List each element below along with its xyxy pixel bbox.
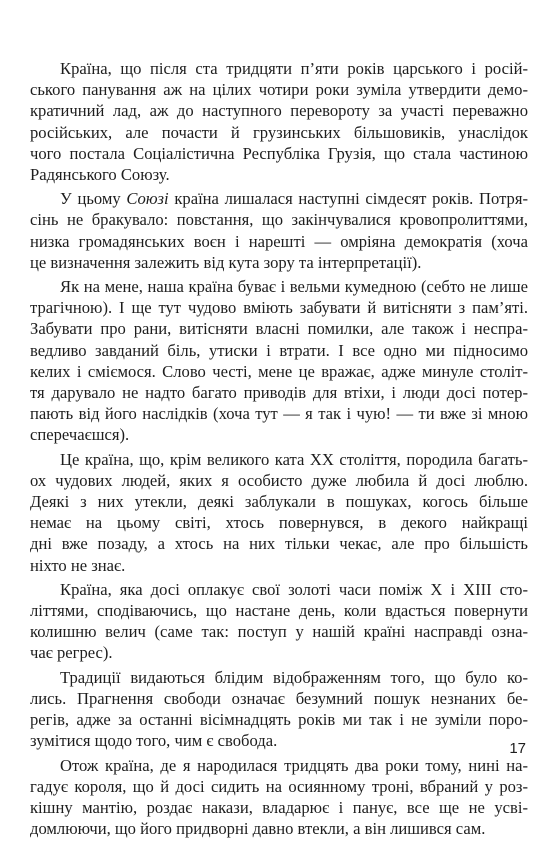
paragraph [30, 449, 528, 576]
text-line: Деякі з них утекли, деякі заблукали в пошуках, когось більше [30, 492, 528, 512]
text-line: зумітися щодо того, чим є свобода. [30, 731, 278, 751]
text-line: російських, але почасти й грузинських більшовиків, унаслідок [30, 122, 528, 142]
text-line: У цьому Союзі країна лишалася наступні сімдесят років. Потря- [60, 189, 528, 209]
text-line: сперечаєшся). [30, 425, 130, 445]
text-line: кішну мантію, роздає накази, владарює і панує, все ще не усві- [30, 797, 528, 817]
text-line: це визначення залежить від кута зору та інтерпретації). [30, 252, 422, 272]
book-page [30, 58, 528, 842]
text-line: чає регрес). [30, 643, 113, 663]
text-line: домлюючи, що його придворні давно втекли, а він лишився сам. [30, 819, 486, 839]
text-line: Як на мене, наша країна буває і вельми кумедною (себто не лише [60, 277, 528, 297]
text-line: Забувати про рани, витісняти власні помилки, але також і неспра- [30, 319, 528, 339]
text-line: келих і сміємося. Слово честі, мене це вражає, адже минуле століт- [30, 361, 528, 381]
text-line: Отож країна, де я народилася тридцять два роки тому, нині на- [60, 755, 528, 775]
text-line: Країна, яка досі оплакує свої золоті часи поміж X і XIII сто- [60, 579, 528, 599]
text-line: гадує короля, що й досі сидить на осиянному троні, вбраний у роз- [30, 776, 528, 796]
text-line: Це країна, що, крім великого ката XX століття, породила багать- [60, 449, 528, 469]
text-line: ніхто не знає. [30, 555, 126, 575]
paragraph [30, 755, 528, 840]
paragraph [30, 276, 528, 446]
paragraph [30, 667, 528, 752]
text-line: літтями, сподіваючись, що настане день, коли вдасться повернути [30, 601, 528, 621]
text-line: кратичний лад, аж до наступного перевороту за участі переважно [30, 101, 528, 121]
page-number: 17 [509, 740, 526, 757]
text-line: чого постала Соціалістична Республіка Грузія, що стала частиною [30, 143, 528, 163]
text-line: тя дарувало не надто багато приводів для втіхи, і люди досі потер- [30, 383, 528, 403]
text-line: колишню велич (саме так: поступ у нашій країні насправді озна- [30, 622, 528, 642]
italic-word: Союзі [126, 189, 169, 209]
text-line: Радянського Союзу. [30, 165, 170, 185]
text-line: пають від його наслідків (хоча тут — я так і чую! — ти вже зі мною [30, 404, 528, 424]
text-line: ського панування аж на цілих чотири роки зуміла утвердити демо- [30, 80, 528, 100]
paragraph [30, 579, 528, 664]
paragraph [30, 188, 528, 273]
text-line: регів, адже за останні вісімнадцять років ми так і не зуміли поро- [30, 710, 528, 730]
text-line: немає на цьому світі, хтось повернувся, в декого найкращі [30, 513, 528, 533]
text-line: дні вже позаду, а хтось на них тільки чекає, але про більшість [30, 534, 528, 554]
text-line: ведливо завданий біль, утиски і втрати. І все одно ми підносимо [30, 340, 528, 360]
text-line: трагічною). І ще тут чудово вміють забувати й витісняти з пам’яті. [30, 298, 528, 318]
text-line: Країна, що після ста тридцяти п’яти років царського і росій- [60, 59, 528, 78]
text-line: сінь не бракувало: повстання, що закінчувалися кровопролиттями, [30, 210, 528, 230]
text-line: Традиції видаються блідим відображенням того, що було ко- [60, 667, 528, 687]
paragraph [30, 58, 528, 185]
text-line: ох чудових людей, яких я особисто дуже любила й досі люблю. [30, 470, 528, 490]
text-line: низка громадянських воєн і нарешті — омріяна демократія (хоча [30, 231, 528, 251]
text-line: лись. Прагнення свободи означає безумний пошук незнаних бе- [30, 688, 528, 708]
